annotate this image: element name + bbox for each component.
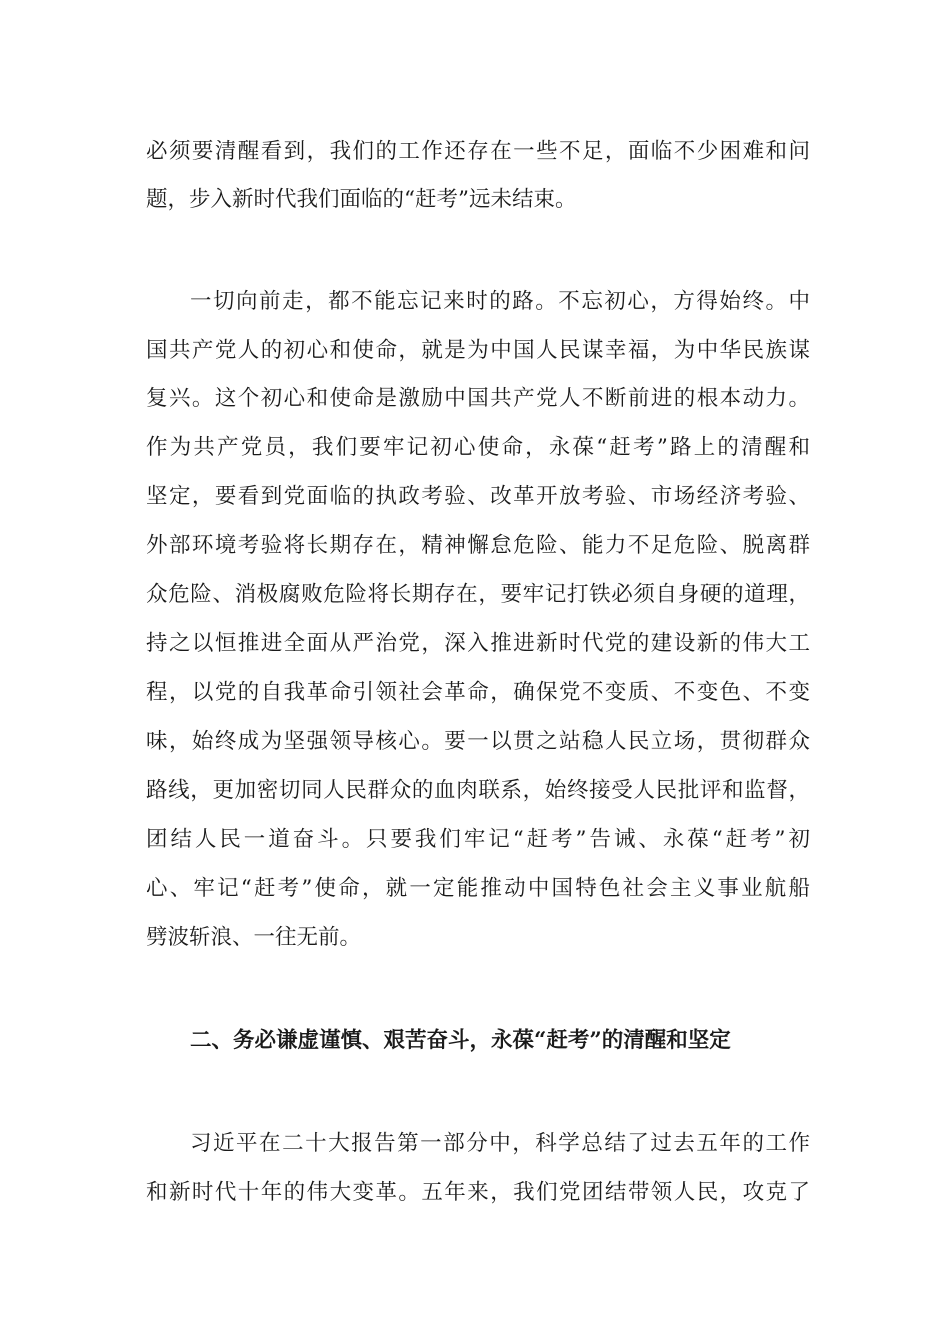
paragraph-2-line-8: 持之以恒推进全面从严治党，深入推进新时代党的建设新的伟大工 (146, 631, 810, 656)
paragraph-2-line-3: 复兴。这个初心和使命是激励中国共产党人不断前进的根本动力。 (146, 386, 810, 411)
paragraph-1-line-2: 题，步入新时代我们面临的“赶考”远未结束。 (146, 187, 577, 212)
paragraph-3-line-1: 习近平在二十大报告第一部分中，科学总结了过去五年的工作 (190, 1131, 810, 1156)
paragraph-2-line-12: 团结人民一道奋斗。只要我们牢记“赶考”告诫、永葆“赶考”初 (146, 827, 810, 852)
section-heading: 二、务必谦虚谨慎、艰苦奋斗，永葆“赶考”的清醒和坚定 (190, 1028, 731, 1053)
paragraph-2-line-4: 作为共产党员，我们要牢记初心使命，永葆“赶考”路上的清醒和 (146, 435, 810, 460)
paragraph-2-line-9: 程，以党的自我革命引领社会革命，确保党不变质、不变色、不变 (146, 680, 810, 705)
paragraph-2-line-6: 外部环境考验将长期存在，精神懈怠危险、能力不足危险、脱离群 (146, 533, 810, 558)
paragraph-2-line-2: 国共产党人的初心和使命，就是为中国人民谋幸福，为中华民族谋 (146, 338, 810, 363)
paragraph-2-line-10: 味，始终成为坚强领导核心。要一以贯之站稳人民立场，贯彻群众 (146, 729, 810, 754)
paragraph-2-line-7: 众危险、消极腐败危险将长期存在，要牢记打铁必须自身硬的道理， (146, 582, 810, 607)
paragraph-2-line-13: 心、牢记“赶考”使命，就一定能推动中国特色社会主义事业航船 (146, 876, 810, 901)
paragraph-2-line-11: 路线，更加密切同人民群众的血肉联系，始终接受人民批评和监督， (146, 778, 810, 803)
paragraph-3-line-2: 和新时代十年的伟大变革。五年来，我们党团结带领人民，攻克了 (146, 1180, 810, 1205)
paragraph-2-line-1: 一切向前走，都不能忘记来时的路。不忘初心，方得始终。中 (190, 289, 810, 314)
paragraph-2-line-14: 劈波斩浪、一往无前。 (146, 925, 362, 950)
paragraph-1-line-1: 必须要清醒看到，我们的工作还存在一些不足，面临不少困难和问 (146, 139, 810, 164)
paragraph-2-line-5: 坚定，要看到党面临的执政考验、改革开放考验、市场经济考验、 (146, 484, 810, 509)
